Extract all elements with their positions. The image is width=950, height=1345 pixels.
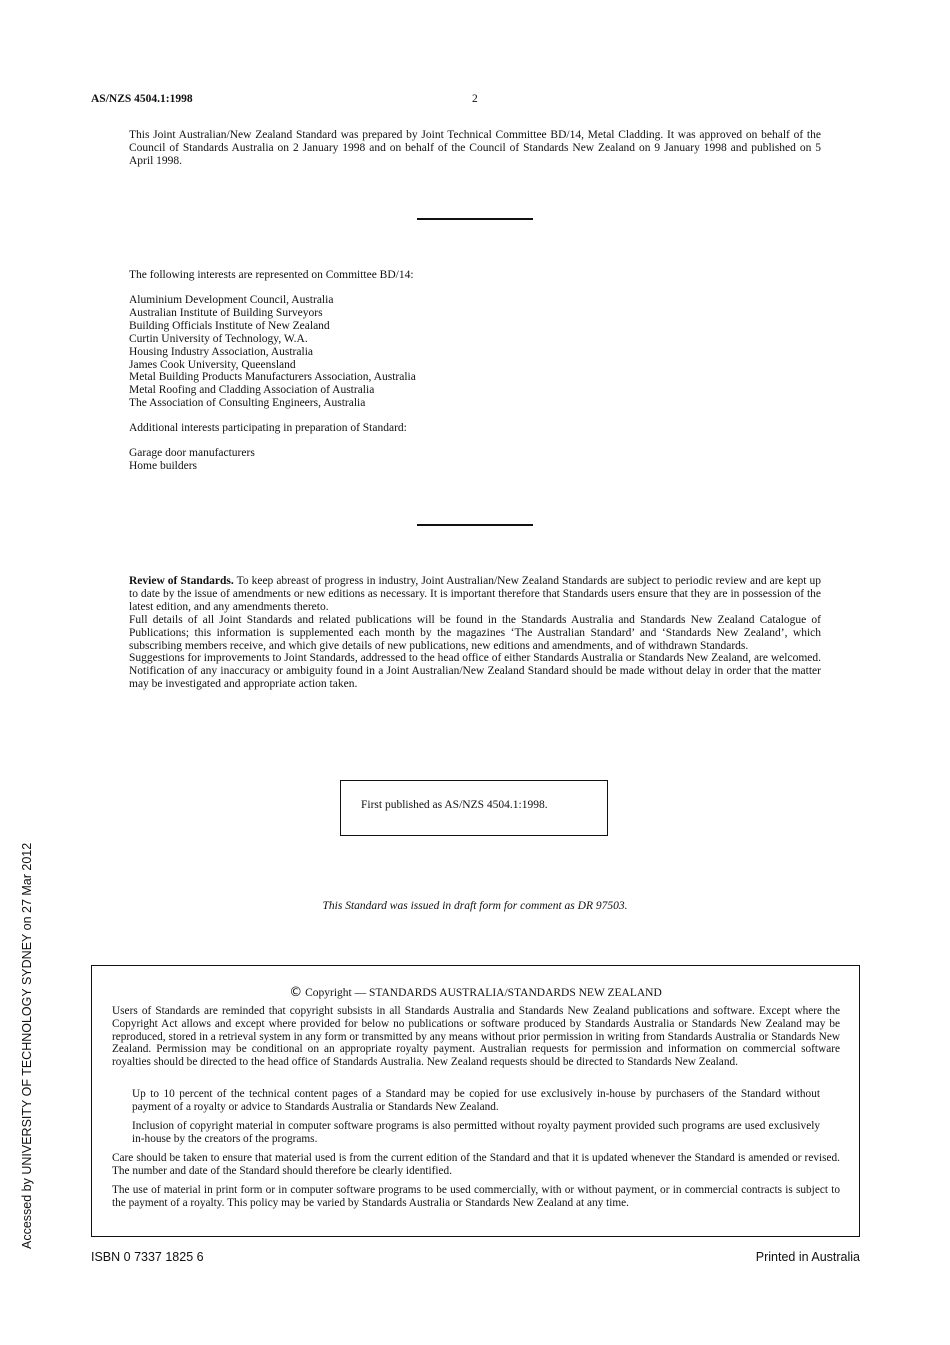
list-item: Garage door manufacturers (129, 447, 255, 459)
list-item: Aluminium Development Council, Australia (129, 294, 334, 306)
preparation-statement: This Joint Australian/New Zealand Standard was prepared by Joint Technical Committee BD/14, Metal Cladding. It was approved on behalf of the Council of Standards Australia on 2 January 1998 and on behalf of the Council of Standards New Zealand on 9 January 1998 and published on 5 April 1998. (129, 129, 821, 167)
printed-in: Printed in Australia (755, 1250, 860, 1264)
draft-note: This Standard was issued in draft form for comment as DR 97503. (322, 900, 628, 912)
list-item: Metal Building Products Manufacturers Association, Australia (129, 371, 416, 384)
additional-interests-heading: Additional interests participating in preparation of Standard: (129, 422, 407, 434)
isbn: ISBN 0 7337 1825 6 (91, 1250, 204, 1264)
copyright-title (92, 985, 859, 1000)
review-paragraph: To keep abreast of progress in industry, Joint Australian/New Zealand Standards are subject to periodic review and are kept up to date by the issue of amendments or new editions as necessary. It is important therefore that Standards users ensure that they are in possession of the latest edition, and any amendments thereto. (129, 575, 822, 613)
standard-code: AS/NZS 4504.1:1998 (91, 93, 193, 105)
first-published-box (340, 780, 608, 836)
review-title: Review of Standards. (129, 575, 234, 587)
page-number: 2 (472, 93, 478, 105)
committee-heading: The following interests are represented on Committee BD/14: (129, 269, 414, 281)
copyright-paragraph: Users of Standards are reminded that copyright subsists in all Standards Australia and Standards New Zealand publications and software. Except where the Copyright Act allows and except where provided for below no publications or software produced by Standards Australia or Standards New Zealand may be reproduced, stored in a retrieval system in any form or transmitted by any means without prior permission in writing from Standards Australia or Standards New Zealand. Permission may be conditional on an appropriate royalty payment. Australian requests for permission and information on commercial software royalties should be directed to the head office of Standards Australia. New Zealand requests should be directed to Standards New Zealand. (112, 1005, 840, 1069)
copyright-paragraph: Up to 10 percent of the technical content pages of a Standard may be copied for use exclusively in-house by purchasers of the Standard without payment of a royalty or advice to Standards Australia or Standards New Zealand. (132, 1088, 820, 1113)
list-item: Curtin University of Technology, W.A. (129, 332, 308, 345)
list-item: Home builders (129, 459, 198, 472)
review-paragraph: Suggestions for improvements to Joint Standards, addressed to the head office of either Standards Australia or Standards New Zealand, are welcomed. Notification of any inaccuracy or ambiguity found in a Joint Australian/New Zealand Standard should be made without delay in order that the matter may be investigated and appropriate action taken. (129, 652, 821, 691)
list-item: Housing Industry Association, Australia (129, 345, 313, 358)
copyright-box (91, 965, 860, 1237)
committee-interests-list (129, 294, 416, 410)
copyright-title-text: Copyright — STANDARDS AUSTRALIA/STANDARDS NEW ZEALAND (305, 987, 662, 999)
list-item: James Cook University, Queensland (129, 358, 296, 371)
copyright-paragraph: Inclusion of copyright material in computer software programs is also permitted without royalty payment provided such programs are used exclusively in-house by the creators of the programs. (132, 1120, 820, 1145)
review-of-standards (129, 575, 821, 691)
additional-interests-list (129, 447, 255, 473)
copyright-icon: © (289, 985, 303, 1000)
copyright-paragraph: The use of material in print form or in computer software programs to be used commercially, with or without payment, or in commercial contracts is subject to the payment of a royalty. This policy may be varied by Standards Australia or Standards New Zealand at any time. (112, 1184, 840, 1209)
list-item: Australian Institute of Building Surveyors (129, 306, 323, 319)
first-published-text: First published as AS/NZS 4504.1:1998. (361, 799, 548, 811)
copyright-paragraph: Care should be taken to ensure that material used is from the current edition of the Standard and that it is updated whenever the Standard is amended or revised. The number and date of the Standard should therefore be clearly identified. (112, 1152, 840, 1177)
section-divider (417, 218, 533, 220)
list-item: The Association of Consulting Engineers, Australia (129, 397, 366, 410)
access-watermark: Accessed by UNIVERSITY OF TECHNOLOGY SYDNEY on 27 Mar 2012 (20, 842, 34, 1249)
list-item: Metal Roofing and Cladding Association of Australia (129, 384, 375, 397)
review-paragraph: Full details of all Joint Standards and related publications will be found in the Standards Australia and Standards New Zealand Catalogue of Publications; this information is supplemented each month by the magazines ‘The Australian Standard’ and ‘Standards New Zealand’, which subscribing members receive, and which give details of new publications, new editions and amendments, and of withdrawn Standards. (129, 613, 821, 652)
section-divider (417, 524, 533, 526)
list-item: Building Officials Institute of New Zealand (129, 319, 330, 332)
